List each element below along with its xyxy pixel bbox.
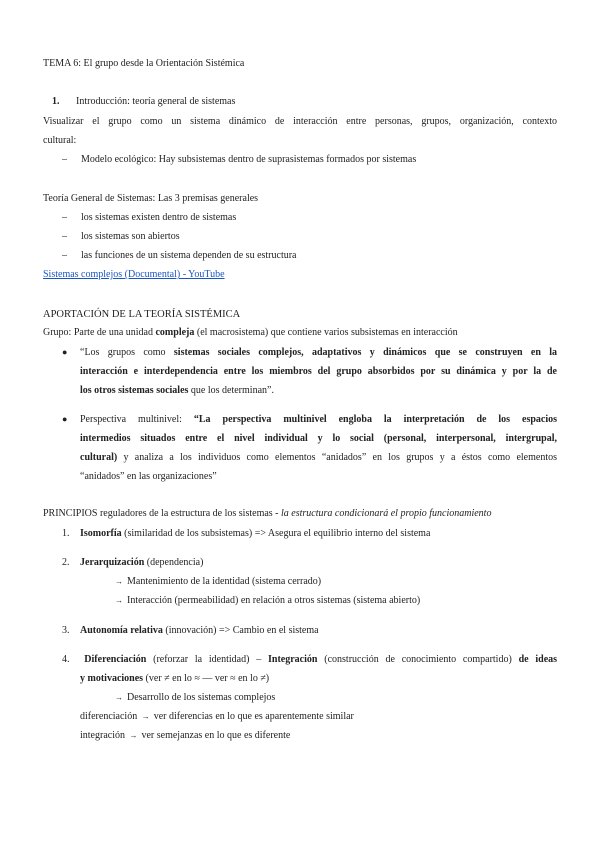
arrow-icon: → — [141, 712, 150, 721]
principle-number: 1. — [62, 528, 70, 539]
term: diferenciación — [80, 711, 138, 722]
bullet-2-line-4: “anidados” en las organizaciones” — [80, 471, 217, 482]
principle-4-bold: y motivaciones — [80, 673, 144, 684]
principle-4-line-2 — [80, 669, 557, 688]
dash-item-text: Modelo ecológico: Hay subsistemas dentro de suprasistemas formados por sistemas — [81, 154, 417, 165]
dash-item: – Modelo ecológico: Hay subsistemas dentro de suprasistemas formados por sistemas — [62, 154, 417, 165]
document-title: TEMA 6: El grupo desde la Orientación Sistémica — [43, 58, 245, 69]
youtube-link-line — [43, 265, 557, 284]
principle-3-text: (innovación) => Cambio en el sistema — [165, 625, 319, 636]
bullet-1-line-3 — [80, 381, 557, 400]
dash-item: – las funciones de un sistema dependen de su estructura — [62, 250, 297, 261]
term: integración — [80, 730, 125, 741]
principios-heading — [43, 504, 557, 523]
bullet-2-line-3 — [80, 448, 557, 467]
arrow-icon: → — [115, 577, 123, 586]
principios-heading-italic: la estructura condicionará el propio funcionamiento — [281, 508, 492, 519]
term-definition: ver semejanzas en lo que es diferente — [141, 730, 291, 741]
principle-1 — [62, 524, 557, 543]
bullet-1-bold: interacción e interdependencia entre los miembros del grupo absorbidos por su dinámica y por la de — [80, 366, 557, 377]
principle-4-text: (ver ≠ en lo ≈ — ver ≈ en lo ≠) — [145, 673, 270, 684]
youtube-link[interactable]: Sistemas complejos (Documental) - YouTube — [43, 269, 225, 280]
dash-item: – los sistemas existen dentro de sistemas — [62, 212, 237, 223]
principle-4-sub — [115, 688, 557, 707]
dash-item-text: los sistemas son abiertos — [81, 231, 180, 242]
sub-item-text: Desarrollo de los sistemas complejos — [127, 692, 276, 703]
bullet-2-line-2 — [80, 429, 557, 448]
section-1-title: Introducción: teoría general de sistemas — [76, 96, 236, 107]
bullet-1-text: que los determinan”. — [190, 385, 274, 396]
principle-1-name: Isomorfía — [80, 528, 122, 539]
principle-number: 2. — [62, 557, 70, 568]
grupo-definition — [43, 323, 557, 342]
intro-paragraph-line-1: Visualizar el grupo como un sistema dinámico de interacción entre personas, grupos, organización, contexto — [43, 116, 557, 127]
principle-number: 3. — [62, 625, 70, 636]
section-1-number: 1. — [52, 96, 60, 107]
bullet-2-text: y analiza a los individuos como elementos “anidados” en los grupos y a éstos como elementos — [123, 452, 558, 463]
arrow-icon: → — [115, 596, 123, 605]
bullet-1-line-1 — [80, 343, 557, 362]
integracion-line — [80, 726, 557, 745]
bullet-2-bold: intermedios situados entre el nivel individual y lo social (personal, interpersonal, intergrupal, — [80, 433, 557, 444]
principle-4-bold: de ideas — [518, 654, 558, 665]
tgs-heading: Teoría General de Sistemas: Las 3 premisas generales — [43, 193, 259, 204]
intro-paragraph-line-2: cultural: — [43, 135, 77, 146]
aportacion-heading: APORTACIÓN DE LA TEORÍA SISTÉMICA — [43, 309, 241, 320]
arrow-icon: → — [115, 693, 123, 702]
principle-1-text: (similaridad de los subsistemas) => Asegura el equilibrio interno del sistema — [124, 528, 431, 539]
bullet-2-bold: “La perspectiva multinivel engloba la interpretación de los espacios — [193, 414, 558, 425]
dash-item: – los sistemas son abiertos — [62, 231, 180, 242]
principle-4-name-2: Integración — [268, 654, 318, 665]
principle-3 — [62, 621, 557, 640]
principle-number: 4. — [62, 654, 70, 665]
bullet-2-line-1 — [80, 410, 557, 429]
arrow-icon: → — [129, 731, 138, 740]
bullet-icon: ● — [62, 414, 68, 424]
principle-3-name: Autonomía relativa — [80, 625, 163, 636]
principle-4-line-1 — [62, 650, 557, 669]
bullet-2-bold: cultural) — [80, 452, 118, 463]
bullet-1-text: “Los grupos como — [80, 347, 166, 358]
dash-item-text: los sistemas existen dentro de sistemas — [81, 212, 237, 223]
principle-2-name: Jerarquización — [80, 557, 145, 568]
principios-heading-text: PRINCIPIOS reguladores de la estructura de los sistemas - — [43, 508, 279, 519]
principle-4-text: (construcción de conocimiento compartido) — [324, 654, 512, 665]
principle-2-text: (dependencia) — [146, 557, 204, 568]
principle-2-sub-1 — [115, 572, 557, 591]
bullet-1-line-2 — [80, 362, 557, 381]
bullet-2-text: Perspectiva multinivel: — [80, 414, 182, 425]
diferenciacion-line — [80, 707, 557, 726]
bullet-1-bold: los otros sistemas sociales — [80, 385, 189, 396]
sub-item-text: Interacción (permeabilidad) en relación a otros sistemas (sistema abierto) — [127, 595, 421, 606]
grupo-text-rest: (el macrosistema) que contiene varios subsistemas en interacción — [196, 327, 458, 338]
principle-2 — [62, 553, 557, 572]
grupo-text: Grupo: Parte de una unidad — [43, 327, 153, 338]
grupo-bold: compleja — [155, 327, 195, 338]
section-1-heading — [52, 92, 557, 111]
principle-4-name: Diferenciación — [84, 654, 147, 665]
dash-item-text: las funciones de un sistema dependen de su estructura — [81, 250, 297, 261]
principle-4-text: (reforzar la identidad) – — [153, 654, 262, 665]
term-definition: ver diferencias en lo que es aparentemente similar — [153, 711, 354, 722]
principle-2-sub-2 — [115, 591, 557, 610]
bullet-icon: ● — [62, 347, 68, 357]
sub-item-text: Mantenimiento de la identidad (sistema cerrado) — [127, 576, 322, 587]
bullet-1-bold: sistemas sociales complejos, adaptativos y dinámicos que se construyen en la — [173, 347, 557, 358]
